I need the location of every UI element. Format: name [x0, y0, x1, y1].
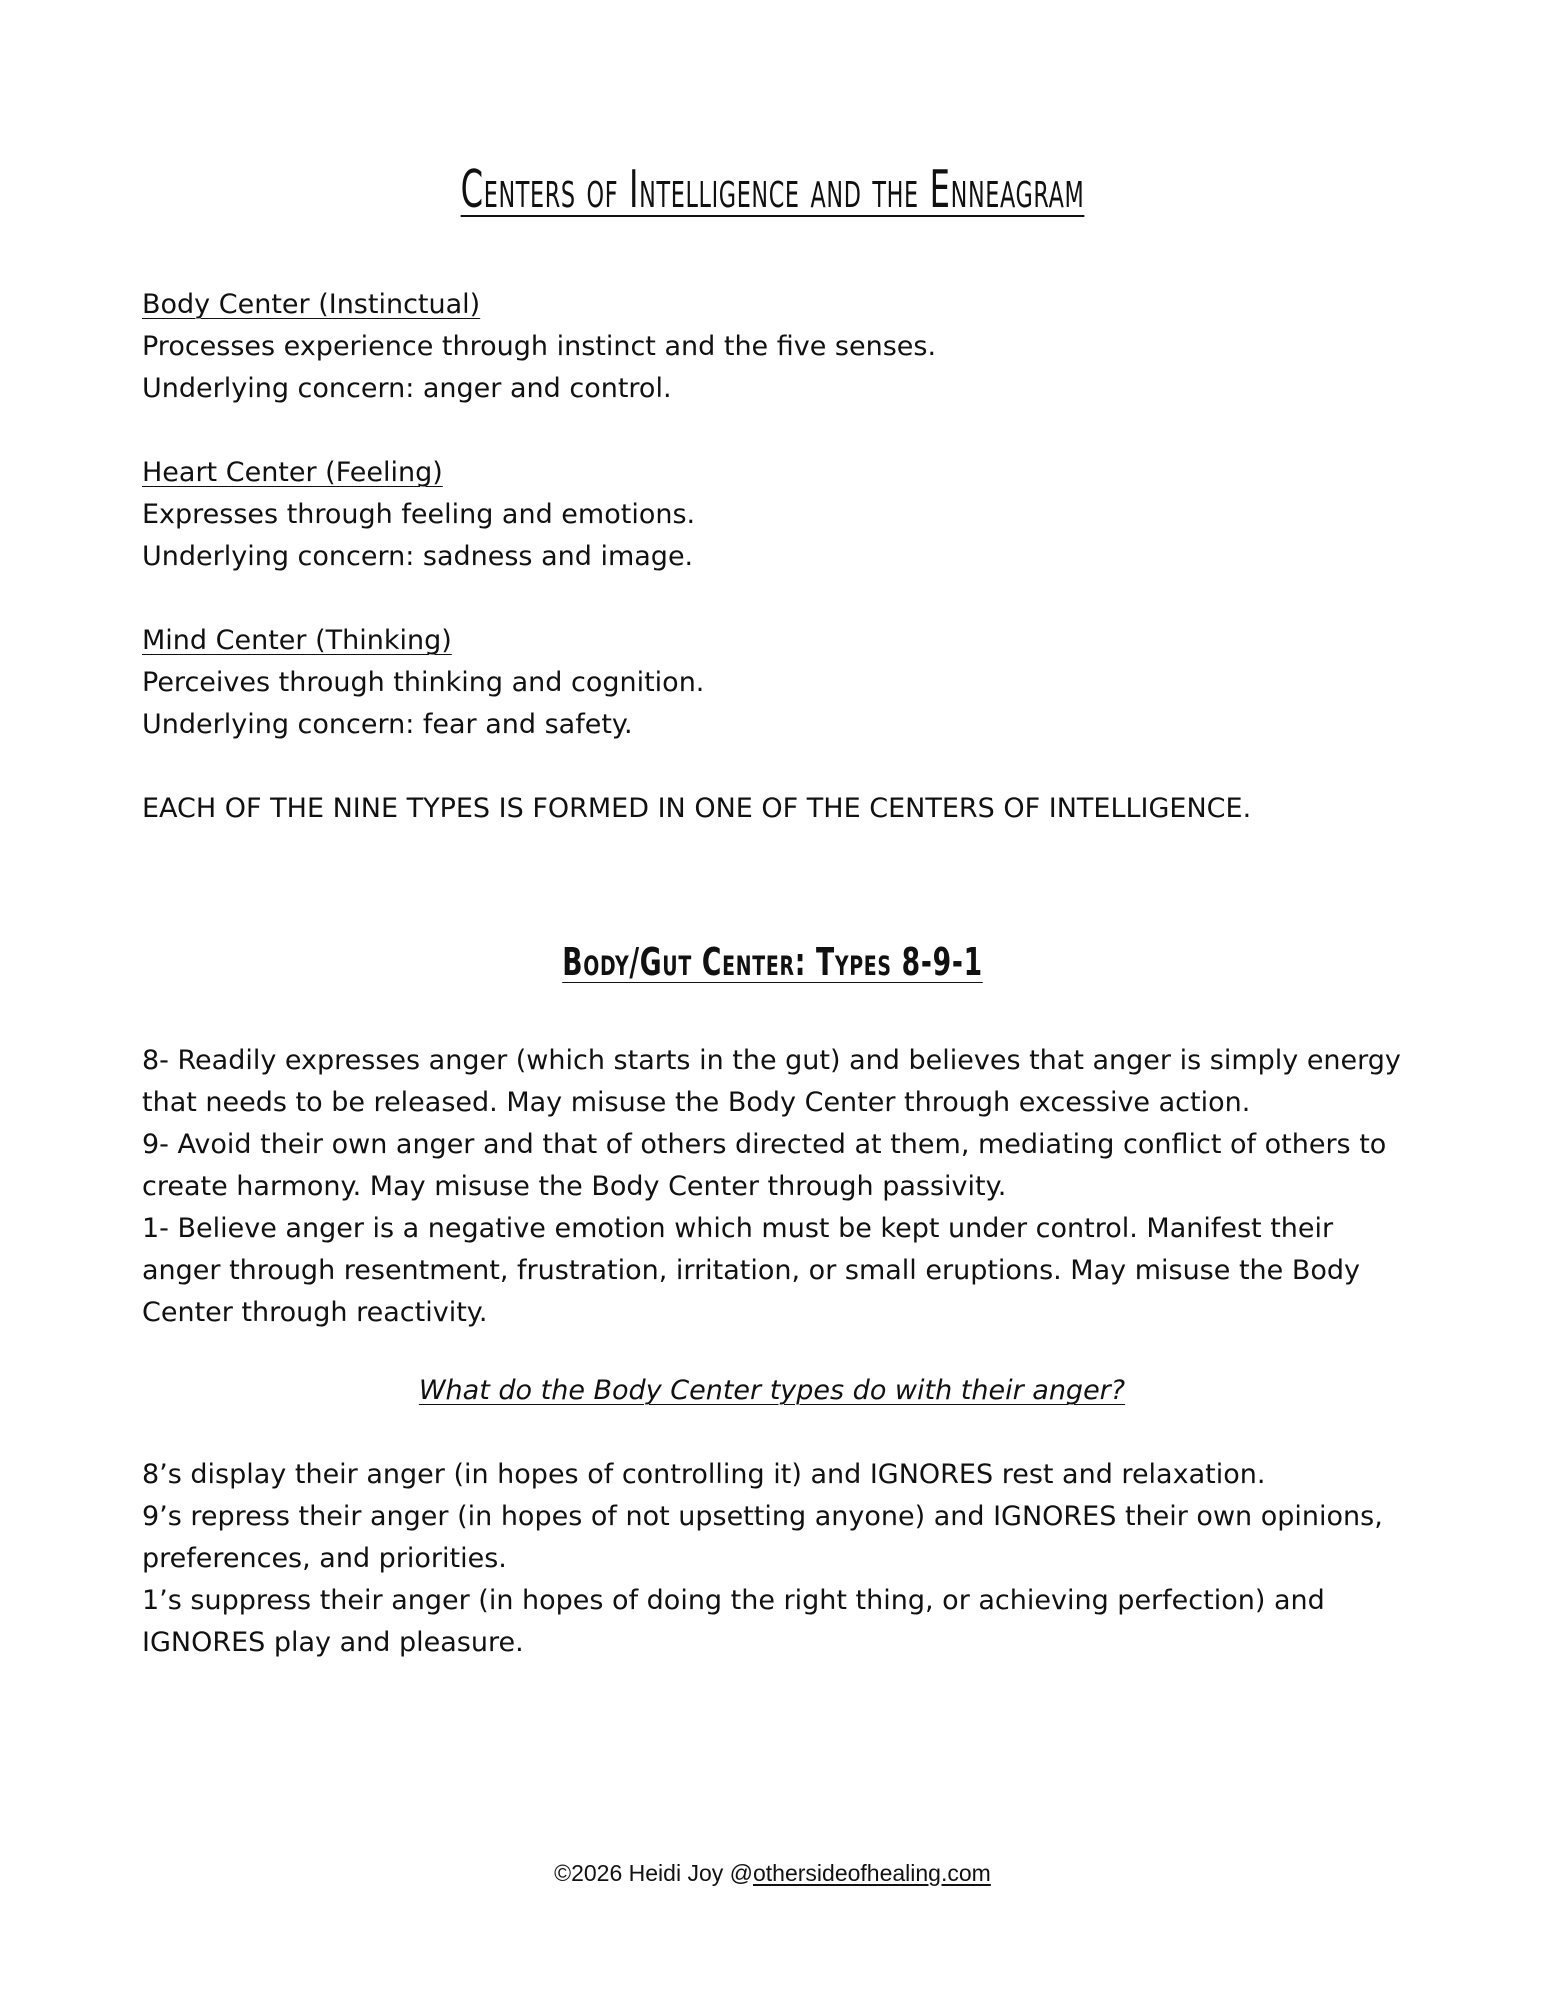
- anger-question: What do the Body Center types do with their anger?: [418, 1375, 1126, 1406]
- mind-center-heading: Mind Center (Thinking): [142, 625, 452, 656]
- centers-section: [142, 284, 1402, 830]
- body-center-block: [142, 284, 1402, 410]
- mind-center-line-1: Perceives through thinking and cognition.: [142, 667, 705, 698]
- page-title: Centers of Intelligence and the Enneagram: [460, 160, 1085, 220]
- question-wrapper: [142, 1370, 1402, 1412]
- mind-center-line-2: Underlying concern: fear and safety.: [142, 709, 633, 740]
- footer: [0, 1860, 1545, 1887]
- heart-center-block: [142, 452, 1402, 578]
- body-center-heading: Body Center (Instinctual): [142, 289, 481, 320]
- body-types-section: [142, 1040, 1402, 1664]
- answer-type-1: 1’s suppress their anger (in hopes of doing the right thing, or achieving perfection) and IGNORES play and pleasure.: [142, 1585, 1325, 1658]
- website-link[interactable]: othersideofhealing.com: [753, 1860, 991, 1886]
- mind-center-block: [142, 620, 1402, 746]
- body-center-line-2: Underlying concern: anger and control.: [142, 373, 672, 404]
- section-title: Body/Gut Center: Types 8-9-1: [562, 940, 983, 984]
- copyright-text: ©2026 Heidi Joy @: [554, 1860, 753, 1886]
- type-9-description: 9- Avoid their own anger and that of others directed at them, mediating conflict of others to create harmony. May misuse the Body Center through passivity.: [142, 1129, 1387, 1202]
- body-center-line-1: Processes experience through instinct and the five senses.: [142, 331, 937, 362]
- heart-center-line-1: Expresses through feeling and emotions.: [142, 499, 696, 530]
- centers-statement: EACH OF THE NINE TYPES IS FORMED IN ONE OF THE CENTERS OF INTELLIGENCE.: [142, 793, 1252, 824]
- heart-center-heading: Heart Center (Feeling): [142, 457, 443, 488]
- answer-type-8: 8’s display their anger (in hopes of controlling it) and IGNORES rest and relaxation.: [142, 1459, 1266, 1490]
- type-8-description: 8- Readily expresses anger (which starts in the gut) and believes that anger is simply energy that needs to be released. May misuse the Body Center through excessive action.: [142, 1045, 1401, 1118]
- answer-type-9: 9’s repress their anger (in hopes of not upsetting anyone) and IGNORES their own opinions, preferences, and priorities.: [142, 1501, 1383, 1574]
- heart-center-line-2: Underlying concern: sadness and image.: [142, 541, 694, 572]
- type-1-description: 1- Believe anger is a negative emotion which must be kept under control. Manifest their anger through resentment, frustration, irritation, or small eruptions. May misuse the Body Center through reactivity.: [142, 1213, 1360, 1328]
